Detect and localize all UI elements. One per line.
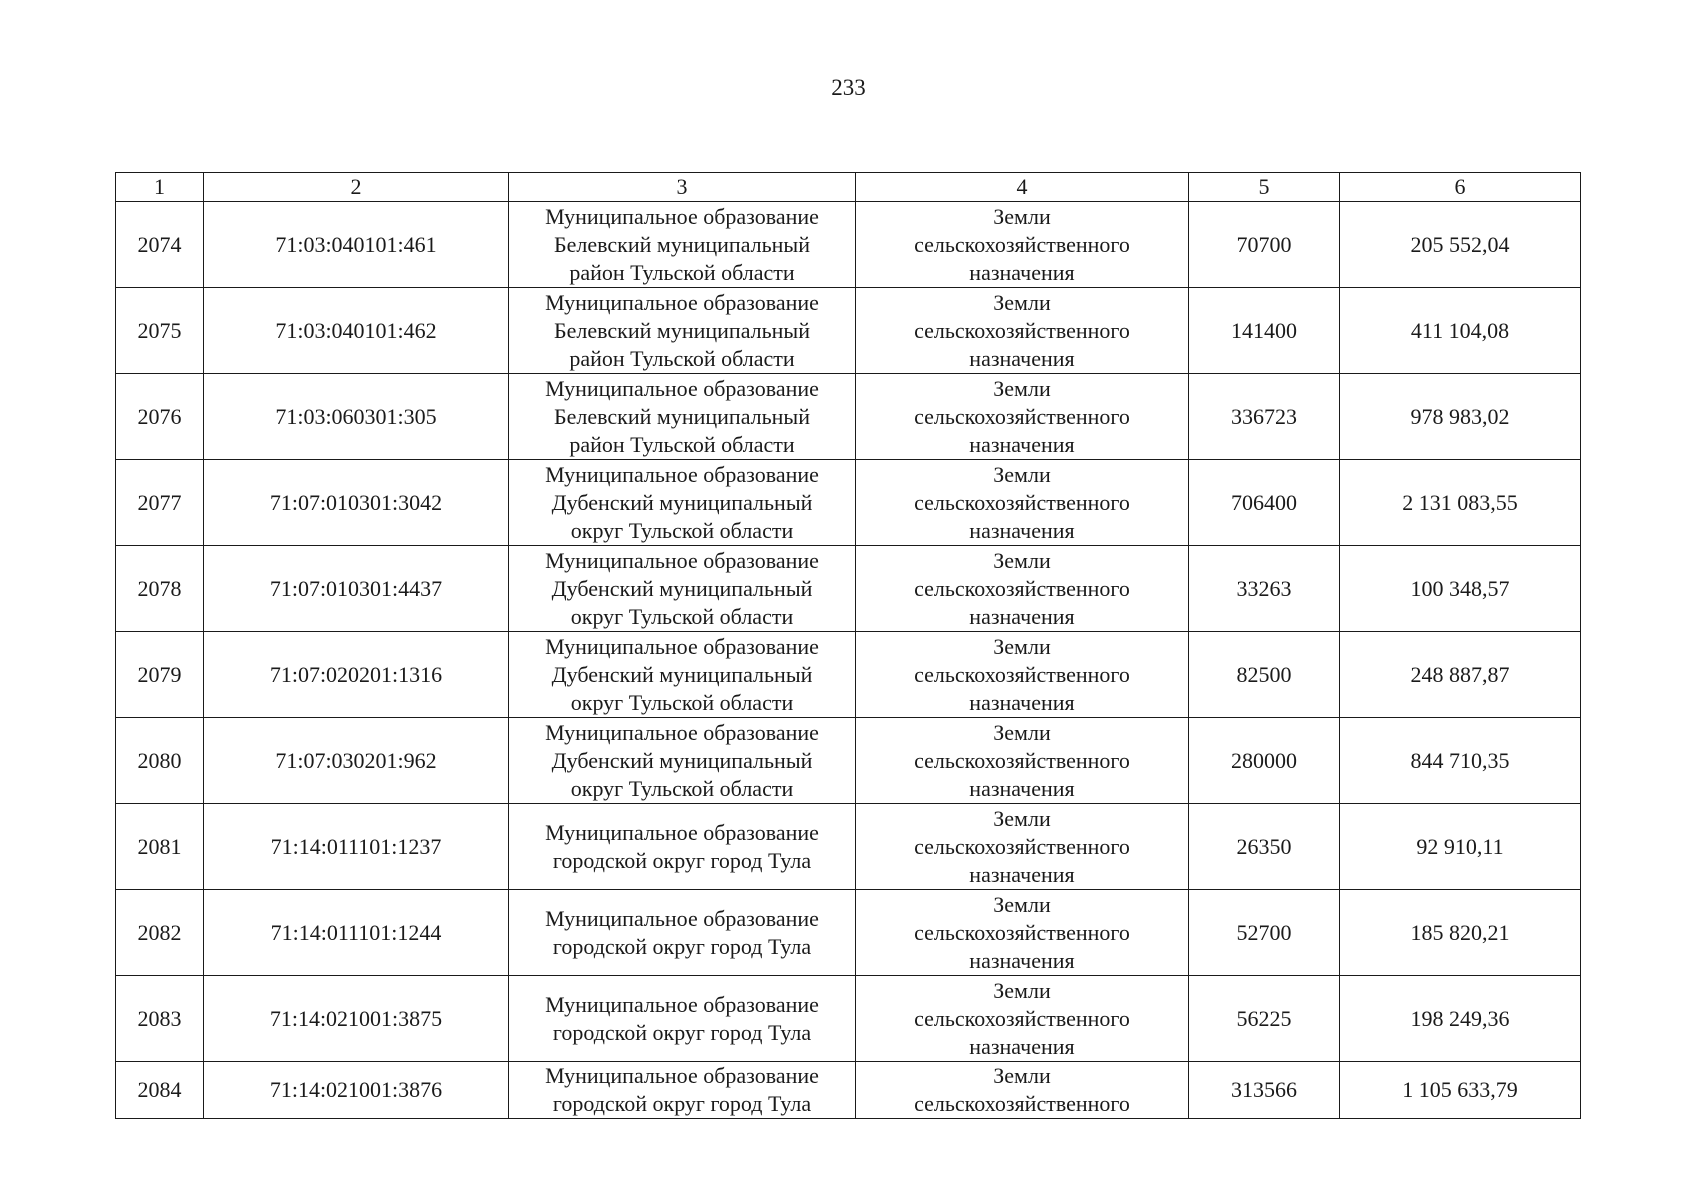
table-row: [116, 890, 1581, 976]
cadastral-value-cell: [1340, 976, 1581, 1062]
row-number-cell: [116, 1062, 204, 1119]
cadastral-number-cell-text: 71:14:021001:3875: [269, 1005, 443, 1031]
row-number-cell: [116, 632, 204, 718]
owner-cell-text: Муниципальное образование городской округ город Тула: [545, 991, 819, 1045]
land-category-cell: [856, 890, 1189, 976]
land-category-cell-text: Земли сельскохозяйственного назначения: [914, 891, 1130, 973]
cadastral-value-cell: [1340, 890, 1581, 976]
area-cell-text: 70700: [1236, 231, 1292, 257]
area-cell-text: 26350: [1236, 833, 1292, 859]
column-header: 5: [1189, 173, 1340, 202]
land-category-cell: [856, 460, 1189, 546]
header-row: [116, 173, 1581, 202]
area-cell: [1189, 374, 1340, 460]
table-body: [116, 202, 1581, 1119]
row-number-cell: [116, 804, 204, 890]
cadastral-number-cell: [204, 718, 509, 804]
area-cell: [1189, 632, 1340, 718]
owner-cell: [509, 804, 856, 890]
cadastral-value-cell: [1340, 804, 1581, 890]
land-category-cell-text: Земли сельскохозяйственного назначения: [914, 633, 1130, 715]
row-number-cell-text: 2082: [137, 919, 182, 945]
cadastral-number-cell-text: 71:07:010301:3042: [269, 489, 443, 515]
table-row: [116, 632, 1581, 718]
table-row: [116, 1062, 1581, 1119]
area-cell-text: 52700: [1236, 919, 1292, 945]
cadastral-value-cell: [1340, 718, 1581, 804]
land-category-cell-text: Земли сельскохозяйственного назначения: [914, 289, 1130, 371]
area-cell: [1189, 546, 1340, 632]
land-category-cell: [856, 804, 1189, 890]
table-row: [116, 374, 1581, 460]
land-category-cell: [856, 546, 1189, 632]
row-number-cell-text: 2079: [137, 661, 182, 687]
column-header: 6: [1340, 173, 1581, 202]
cadastral-value-cell-text: 2 131 083,55: [1402, 489, 1518, 515]
cadastral-value-cell-text: 198 249,36: [1410, 1005, 1510, 1031]
row-number-cell: [116, 374, 204, 460]
cadastral-number-cell-text: 71:07:010301:4437: [269, 575, 443, 601]
owner-cell-text: Муниципальное образование городской округ город Тула: [545, 819, 819, 873]
area-cell-text: 141400: [1231, 317, 1297, 343]
column-header: 3: [509, 173, 856, 202]
cadastral-number-cell: [204, 632, 509, 718]
area-cell-text: 33263: [1236, 575, 1292, 601]
cadastral-number-cell: [204, 374, 509, 460]
cadastral-number-cell: [204, 460, 509, 546]
cadastral-value-cell-text: 185 820,21: [1410, 919, 1510, 945]
cadastral-value-cell: [1340, 460, 1581, 546]
table-row: [116, 202, 1581, 288]
land-category-cell: [856, 718, 1189, 804]
row-number-cell: [116, 288, 204, 374]
row-number-cell-text: 2077: [137, 489, 182, 515]
area-cell-text: 56225: [1236, 1005, 1292, 1031]
table-row: [116, 718, 1581, 804]
area-cell-text: 336723: [1231, 403, 1297, 429]
table-row: [116, 288, 1581, 374]
land-category-cell-text: Земли сельскохозяйственного назначения: [914, 547, 1130, 629]
area-cell: [1189, 202, 1340, 288]
area-cell-text: 313566: [1231, 1077, 1297, 1102]
land-category-cell: [856, 374, 1189, 460]
cadastral-value-cell-text: 1 105 633,79: [1402, 1077, 1518, 1102]
area-cell: [1189, 288, 1340, 374]
cadastral-value-cell: [1340, 374, 1581, 460]
owner-cell-text: Муниципальное образование Дубенский муниципальный округ Тульской области: [545, 719, 819, 801]
cadastral-value-cell-text: 978 983,02: [1410, 403, 1510, 429]
row-number-cell: [116, 202, 204, 288]
land-category-cell: [856, 632, 1189, 718]
row-number-cell: [116, 546, 204, 632]
land-category-cell-text: Земли сельскохозяйственного назначения: [914, 805, 1130, 887]
cadastral-value-cell-text: 205 552,04: [1410, 231, 1510, 257]
cadastral-number-cell-text: 71:03:040101:461: [275, 231, 437, 257]
cadastral-value-cell: [1340, 632, 1581, 718]
table-row: [116, 460, 1581, 546]
area-cell-text: 82500: [1236, 661, 1292, 687]
owner-cell-text: Муниципальное образование Белевский муниципальный район Тульской области: [545, 289, 819, 371]
owner-cell: [509, 202, 856, 288]
cadastral-value-cell-text: 844 710,35: [1410, 747, 1510, 773]
area-cell: [1189, 718, 1340, 804]
owner-cell: [509, 460, 856, 546]
cadastral-number-cell: [204, 288, 509, 374]
cadastral-value-cell: [1340, 288, 1581, 374]
cadastral-value-cell-text: 411 104,08: [1410, 317, 1510, 343]
row-number-cell-text: 2080: [137, 747, 182, 773]
area-cell: [1189, 1062, 1340, 1119]
owner-cell-text: Муниципальное образование Дубенский муниципальный округ Тульской области: [545, 461, 819, 543]
owner-cell: [509, 632, 856, 718]
area-cell: [1189, 460, 1340, 546]
cadastral-number-cell: [204, 202, 509, 288]
owner-cell: [509, 546, 856, 632]
land-category-cell-text: Земли сельскохозяйственного назначения: [914, 203, 1130, 285]
cadastral-value-cell-text: 100 348,57: [1410, 575, 1510, 601]
row-number-cell-text: 2081: [137, 833, 182, 859]
land-category-cell-text: Земли сельскохозяйственного назначения: [914, 719, 1130, 801]
owner-cell: [509, 976, 856, 1062]
cadastral-number-cell: [204, 1062, 509, 1119]
area-cell: [1189, 804, 1340, 890]
owner-cell: [509, 288, 856, 374]
page-number: 233: [831, 75, 866, 100]
land-category-cell: [856, 976, 1189, 1062]
table-row: [116, 804, 1581, 890]
cadastral-number-cell-text: 71:07:020201:1316: [269, 661, 443, 687]
cadastral-number-cell: [204, 804, 509, 890]
owner-cell: [509, 374, 856, 460]
cadastral-value-cell-text: 248 887,87: [1410, 661, 1510, 687]
row-number-cell: [116, 460, 204, 546]
land-registry-table: [115, 172, 1581, 1119]
row-number-cell-text: 2076: [137, 403, 182, 429]
row-number-cell: [116, 718, 204, 804]
cadastral-number-cell-text: 71:14:011101:1237: [270, 833, 442, 859]
land-category-cell-text: Земли сельскохозяйственного назначения: [914, 461, 1130, 543]
cadastral-value-cell-text: 92 910,11: [1416, 833, 1504, 859]
owner-cell-text: Муниципальное образование Белевский муниципальный район Тульской области: [545, 375, 819, 457]
owner-cell: [509, 718, 856, 804]
owner-cell-text: Муниципальное образование Дубенский муниципальный округ Тульской области: [545, 547, 819, 629]
row-number-cell-text: 2084: [137, 1077, 182, 1102]
land-category-cell: [856, 288, 1189, 374]
land-category-cell-text: Земли сельскохозяйственного назначения: [914, 977, 1130, 1059]
owner-cell-text: Муниципальное образование городской округ город Тула: [545, 905, 819, 959]
column-header: 2: [204, 173, 509, 202]
cadastral-value-cell: [1340, 1062, 1581, 1119]
owner-cell: [509, 1062, 856, 1119]
cadastral-number-cell-text: 71:14:011101:1244: [270, 919, 442, 945]
owner-cell-text: Муниципальное образование городской округ город Тула: [545, 1063, 819, 1116]
land-category-cell: [856, 202, 1189, 288]
cadastral-number-cell: [204, 546, 509, 632]
cadastral-number-cell: [204, 890, 509, 976]
column-header: 4: [856, 173, 1189, 202]
cadastral-value-cell: [1340, 546, 1581, 632]
owner-cell-text: Муниципальное образование Дубенский муниципальный округ Тульской области: [545, 633, 819, 715]
row-number-cell-text: 2075: [137, 317, 182, 343]
area-cell: [1189, 890, 1340, 976]
land-category-cell-text: Земли сельскохозяйственного: [914, 1063, 1130, 1116]
owner-cell: [509, 890, 856, 976]
owner-cell-text: Муниципальное образование Белевский муниципальный район Тульской области: [545, 203, 819, 285]
land-category-cell: [856, 1062, 1189, 1119]
cadastral-number-cell-text: 71:07:030201:962: [275, 747, 437, 773]
land-category-cell-text: Земли сельскохозяйственного назначения: [914, 375, 1130, 457]
cadastral-number-cell-text: 71:03:060301:305: [275, 403, 437, 429]
row-number-cell-text: 2083: [137, 1005, 182, 1031]
cadastral-number-cell-text: 71:03:040101:462: [275, 317, 437, 343]
area-cell-text: 706400: [1231, 489, 1297, 515]
area-cell: [1189, 976, 1340, 1062]
cadastral-number-cell-text: 71:14:021001:3876: [269, 1077, 443, 1102]
row-number-cell: [116, 890, 204, 976]
row-number-cell: [116, 976, 204, 1062]
row-number-cell-text: 2074: [137, 231, 182, 257]
area-cell-text: 280000: [1231, 747, 1297, 773]
cadastral-number-cell: [204, 976, 509, 1062]
column-header: 1: [116, 173, 204, 202]
table-row: [116, 546, 1581, 632]
cadastral-value-cell: [1340, 202, 1581, 288]
row-number-cell-text: 2078: [137, 575, 182, 601]
table-row: [116, 976, 1581, 1062]
